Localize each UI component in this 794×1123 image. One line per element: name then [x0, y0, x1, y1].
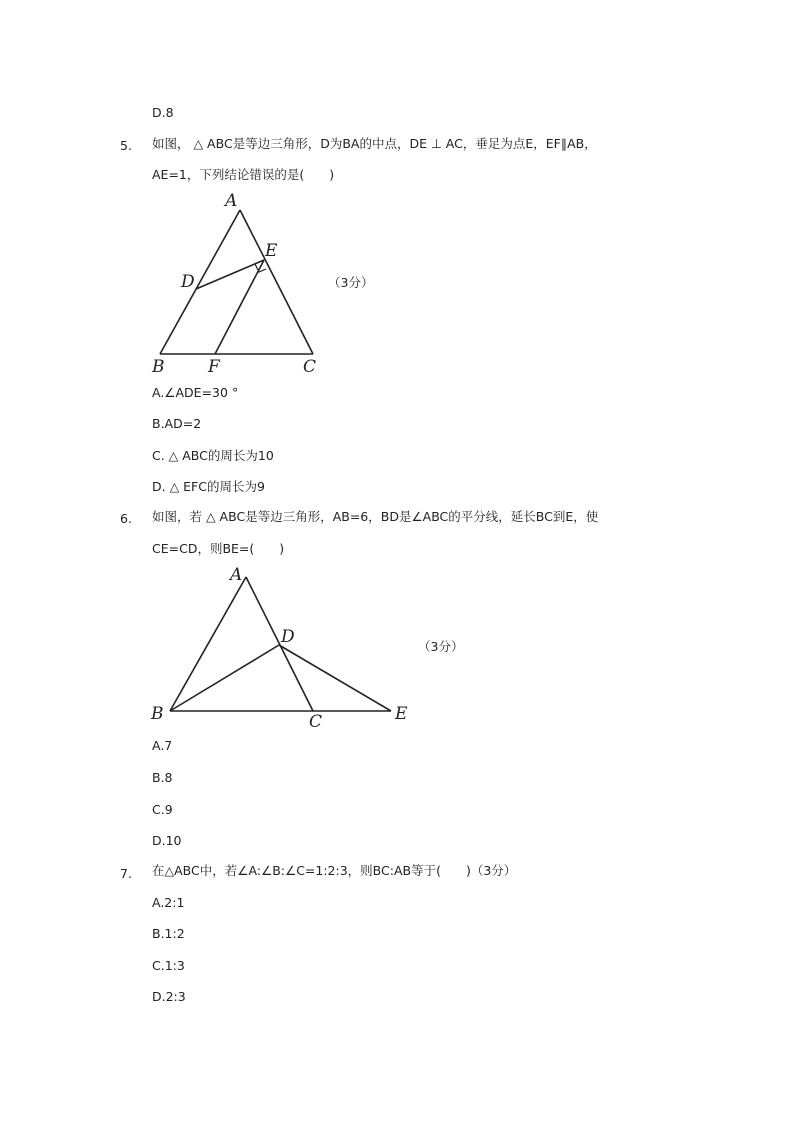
- q7-number: 7.: [120, 866, 132, 881]
- q6-figure: [145, 562, 420, 737]
- q6-number: 6.: [120, 511, 132, 526]
- q6-label-d: D: [281, 627, 295, 647]
- q5-option-b: B.AD=2: [152, 416, 202, 431]
- q5-option-d: D. △ EFC的周长为9: [152, 479, 265, 494]
- q5-side-ab: [160, 210, 240, 354]
- q6-label-e: E: [395, 704, 408, 724]
- q6-option-d: D.10: [152, 833, 182, 848]
- q6-side-ab: [170, 577, 246, 711]
- q5-label-b: B: [152, 357, 165, 377]
- q5-label-c: C: [303, 357, 317, 377]
- prev-option-d: D.8: [152, 105, 174, 120]
- q6-score: （3分）: [418, 639, 464, 654]
- q5-label-e: E: [265, 241, 278, 261]
- q5-figure: [145, 188, 335, 383]
- q6-label-a: A: [230, 565, 243, 585]
- q5-option-c: C. △ ABC的周长为10: [152, 448, 274, 463]
- q6-label-b: B: [151, 704, 164, 724]
- q5-stem-line1: 如图， △ ABC是等边三角形，D为BA的中点，DE ⊥ AC，垂足为点E，EF∥AB，: [152, 136, 597, 151]
- q5-segment-ef: [215, 260, 264, 354]
- q6-label-c: C: [309, 712, 323, 732]
- q6-side-ac: [246, 577, 313, 711]
- q6-stem-line1: 如图，若 △ ABC是等边三角形，AB=6，BD是∠ABC的平分线，延长BC到E，使: [152, 509, 599, 524]
- q5-option-a: A.∠ADE=30 °: [152, 385, 239, 400]
- q6-stem-line2: CE=CD，则BE=( ): [152, 541, 285, 556]
- q5-stem-line2: AE=1，下列结论错误的是( ): [152, 167, 335, 182]
- q5-label-a: A: [225, 191, 238, 211]
- q5-label-d: D: [181, 272, 195, 292]
- q5-segment-de: [196, 260, 264, 289]
- q5-label-f: F: [208, 357, 220, 377]
- q7-option-b: B.1:2: [152, 926, 185, 941]
- q7-option-c: C.1:3: [152, 958, 185, 973]
- q6-option-b: B.8: [152, 770, 173, 785]
- q6-option-c: C.9: [152, 802, 173, 817]
- q7-option-d: D.2:3: [152, 989, 186, 1004]
- q6-option-a: A.7: [152, 738, 173, 753]
- q5-score: （3分）: [328, 275, 374, 290]
- q5-side-ac: [240, 210, 313, 354]
- q7-option-a: A.2:1: [152, 895, 185, 910]
- q7-stem-line1: 在△ABC中，若∠A:∠B:∠C=1:2:3，则BC:AB等于( )（3分）: [152, 863, 517, 878]
- q6-segment-bd: [170, 645, 279, 711]
- q5-number: 5.: [120, 138, 132, 153]
